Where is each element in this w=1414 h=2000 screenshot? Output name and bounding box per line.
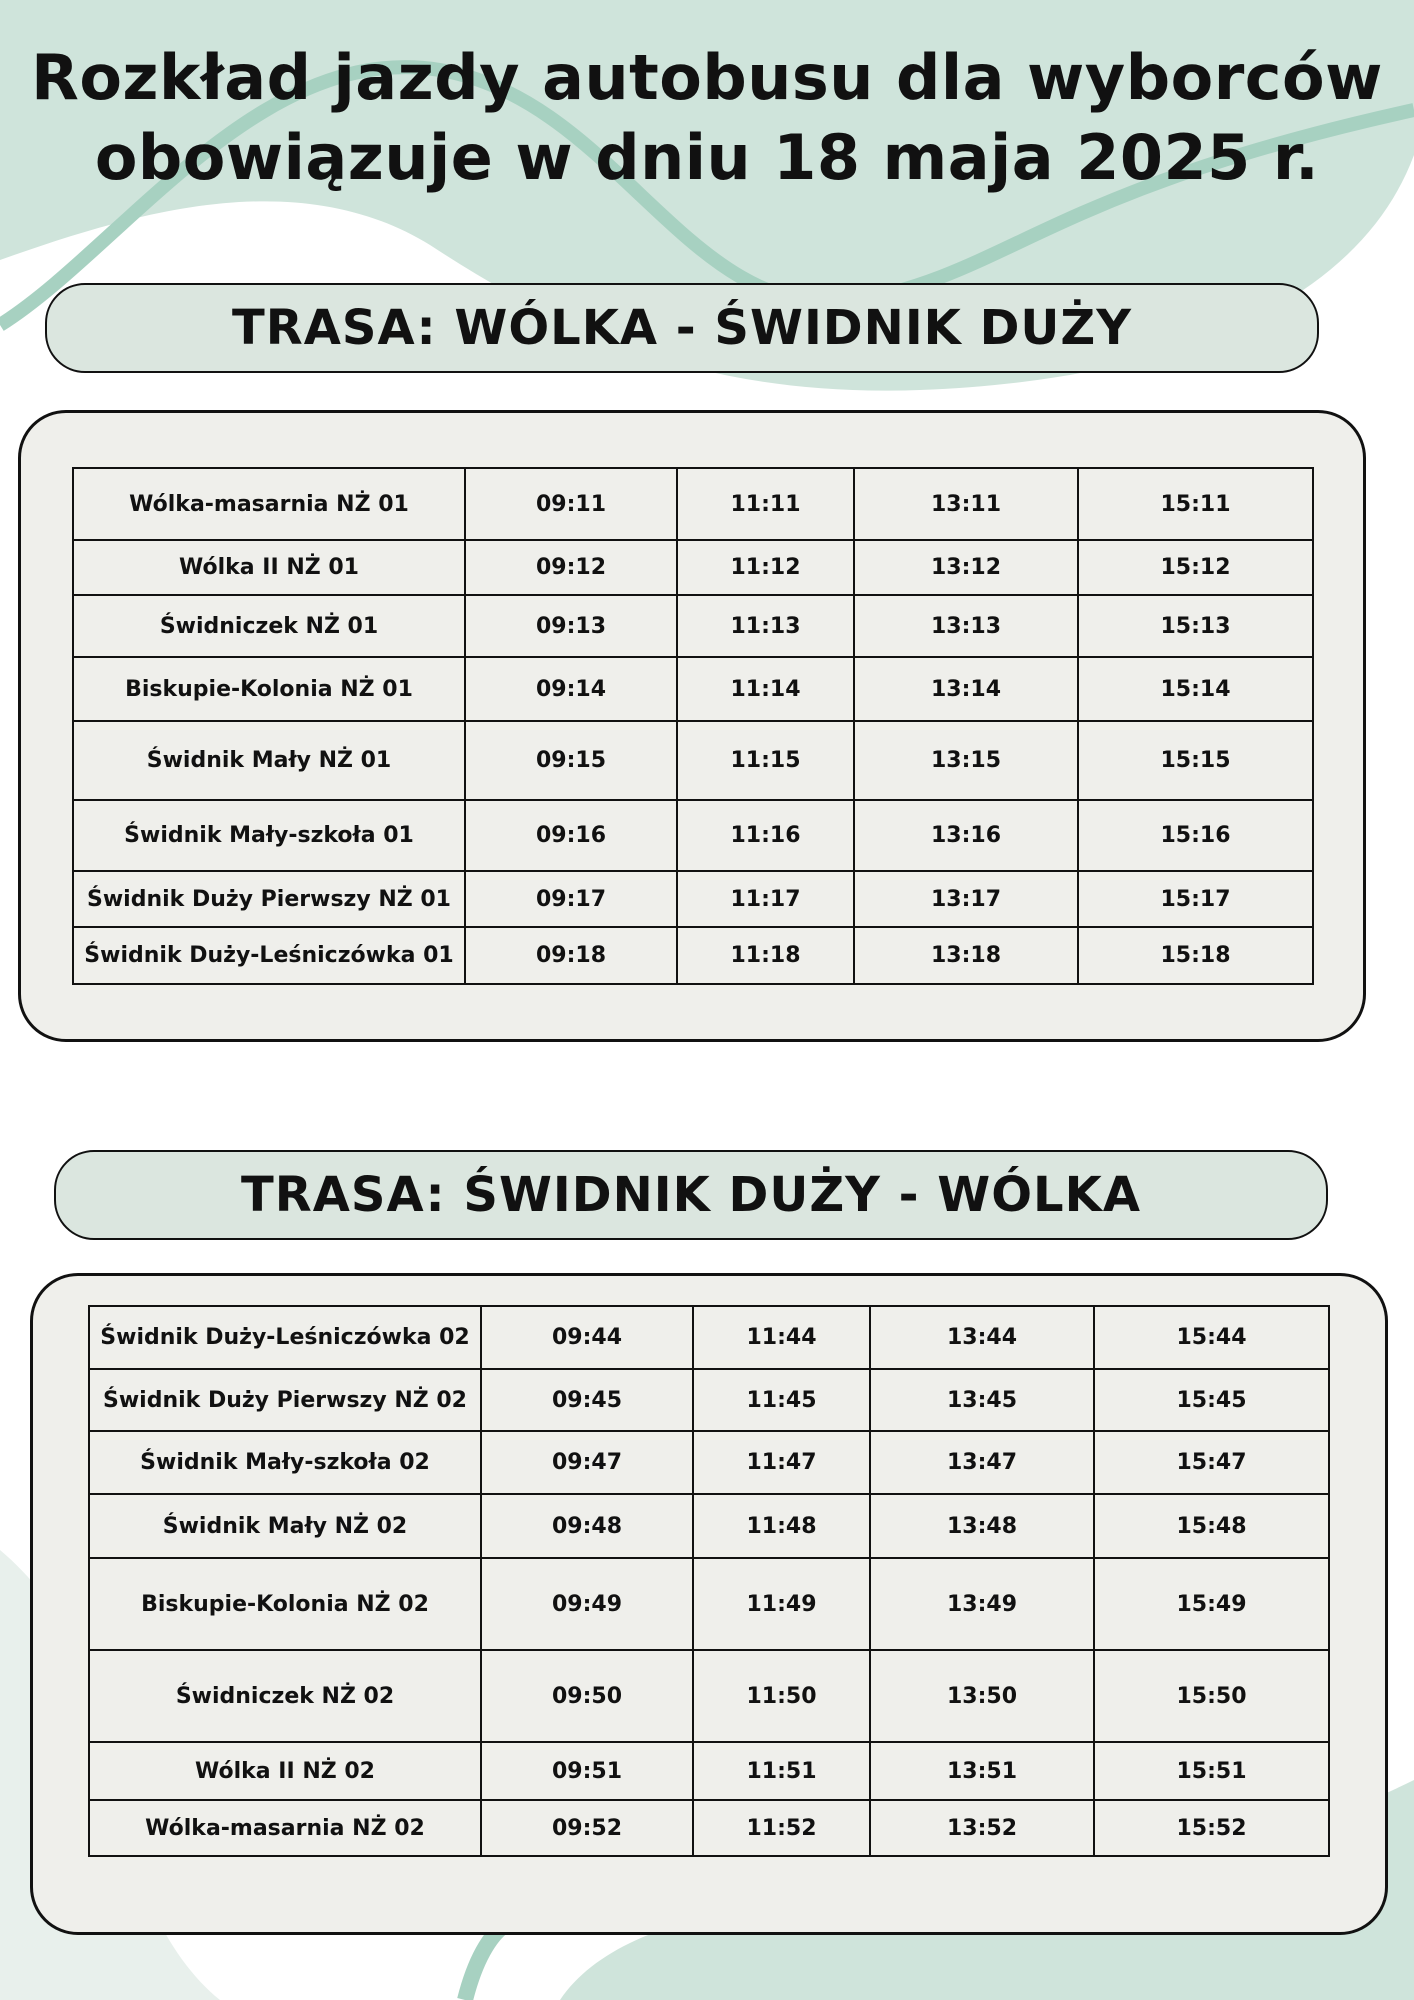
route-banner-2: TRASA: ŚWIDNIK DUŻY - WÓLKA: [54, 1150, 1328, 1240]
time-cell: 11:47: [693, 1431, 870, 1494]
time-cell: 09:13: [465, 595, 677, 657]
time-cell: 15:13: [1078, 595, 1313, 657]
page-title-line-2: obowiązuje w dniu 18 maja 2025 r.: [94, 121, 1320, 194]
time-cell: 09:17: [465, 871, 677, 927]
time-cell: 13:44: [870, 1306, 1094, 1369]
stop-name-cell: Świdnik Duży-Leśniczówka 01: [73, 927, 465, 984]
stop-name-cell: Świdnik Mały NŻ 02: [89, 1494, 481, 1558]
timetable-frame-1: [18, 410, 1366, 1042]
time-cell: 09:48: [481, 1494, 693, 1558]
time-cell: 09:15: [465, 721, 677, 800]
time-cell: 09:14: [465, 657, 677, 721]
time-cell: 09:12: [465, 540, 677, 595]
time-cell: 09:50: [481, 1650, 693, 1742]
time-cell: 11:14: [677, 657, 854, 721]
table-row: [89, 1431, 1329, 1494]
table-row: [73, 468, 1313, 540]
time-cell: 11:51: [693, 1742, 870, 1800]
time-cell: 09:52: [481, 1800, 693, 1856]
time-cell: 09:11: [465, 468, 677, 540]
time-cell: 15:52: [1094, 1800, 1329, 1856]
time-cell: 11:11: [677, 468, 854, 540]
time-cell: 11:12: [677, 540, 854, 595]
time-cell: 11:49: [693, 1558, 870, 1650]
stop-name-cell: Wólka II NŻ 01: [73, 540, 465, 595]
time-cell: 13:13: [854, 595, 1078, 657]
time-cell: 09:49: [481, 1558, 693, 1650]
table-row: [89, 1742, 1329, 1800]
timetable-frame-2: [30, 1273, 1388, 1935]
time-cell: 15:51: [1094, 1742, 1329, 1800]
time-cell: 15:14: [1078, 657, 1313, 721]
time-cell: 11:52: [693, 1800, 870, 1856]
time-cell: 15:44: [1094, 1306, 1329, 1369]
table-row: [73, 927, 1313, 984]
table-row: [73, 871, 1313, 927]
time-cell: 09:18: [465, 927, 677, 984]
time-cell: 13:49: [870, 1558, 1094, 1650]
time-cell: 15:45: [1094, 1369, 1329, 1431]
table-row: [89, 1369, 1329, 1431]
stop-name-cell: Świdniczek NŻ 02: [89, 1650, 481, 1742]
time-cell: 13:18: [854, 927, 1078, 984]
time-cell: 15:11: [1078, 468, 1313, 540]
table-row: [73, 657, 1313, 721]
time-cell: 11:15: [677, 721, 854, 800]
table-row: [73, 800, 1313, 871]
time-cell: 13:45: [870, 1369, 1094, 1431]
time-cell: 13:15: [854, 721, 1078, 800]
time-cell: 13:48: [870, 1494, 1094, 1558]
time-cell: 11:45: [693, 1369, 870, 1431]
time-cell: 13:12: [854, 540, 1078, 595]
timetable-1: [72, 467, 1314, 985]
stop-name-cell: Biskupie-Kolonia NŻ 01: [73, 657, 465, 721]
stop-name-cell: Świdniczek NŻ 01: [73, 595, 465, 657]
page-title-line-1: Rozkład jazdy autobusu dla wyborców: [31, 41, 1383, 114]
time-cell: 09:44: [481, 1306, 693, 1369]
time-cell: 13:52: [870, 1800, 1094, 1856]
time-cell: 11:17: [677, 871, 854, 927]
timetable-2: [88, 1305, 1330, 1857]
time-cell: 13:51: [870, 1742, 1094, 1800]
stop-name-cell: Biskupie-Kolonia NŻ 02: [89, 1558, 481, 1650]
table-row: [89, 1306, 1329, 1369]
time-cell: 15:12: [1078, 540, 1313, 595]
time-cell: 15:15: [1078, 721, 1313, 800]
time-cell: 09:45: [481, 1369, 693, 1431]
time-cell: 13:50: [870, 1650, 1094, 1742]
time-cell: 15:48: [1094, 1494, 1329, 1558]
stop-name-cell: Świdnik Mały NŻ 01: [73, 721, 465, 800]
time-cell: 13:11: [854, 468, 1078, 540]
time-cell: 15:50: [1094, 1650, 1329, 1742]
time-cell: 11:18: [677, 927, 854, 984]
time-cell: 09:47: [481, 1431, 693, 1494]
time-cell: 09:16: [465, 800, 677, 871]
time-cell: 15:47: [1094, 1431, 1329, 1494]
stop-name-cell: Świdnik Mały-szkoła 01: [73, 800, 465, 871]
route-banner-1: TRASA: WÓLKA - ŚWIDNIK DUŻY: [45, 283, 1319, 373]
table-row: [89, 1558, 1329, 1650]
table-row: [73, 721, 1313, 800]
time-cell: 13:47: [870, 1431, 1094, 1494]
time-cell: 11:16: [677, 800, 854, 871]
stop-name-cell: Świdnik Duży Pierwszy NŻ 02: [89, 1369, 481, 1431]
table-row: [89, 1650, 1329, 1742]
time-cell: 13:16: [854, 800, 1078, 871]
time-cell: 15:17: [1078, 871, 1313, 927]
stop-name-cell: Świdnik Duży Pierwszy NŻ 01: [73, 871, 465, 927]
table-row: [73, 595, 1313, 657]
stop-name-cell: Świdnik Duży-Leśniczówka 02: [89, 1306, 481, 1369]
time-cell: 11:50: [693, 1650, 870, 1742]
stop-name-cell: Wólka II NŻ 02: [89, 1742, 481, 1800]
time-cell: 13:17: [854, 871, 1078, 927]
time-cell: 15:18: [1078, 927, 1313, 984]
background-ribbon-bottom: [465, 1925, 505, 2000]
table-row: [89, 1494, 1329, 1558]
stop-name-cell: Wólka-masarnia NŻ 02: [89, 1800, 481, 1856]
time-cell: 15:16: [1078, 800, 1313, 871]
time-cell: 13:14: [854, 657, 1078, 721]
time-cell: 11:13: [677, 595, 854, 657]
stop-name-cell: Wólka-masarnia NŻ 01: [73, 468, 465, 540]
time-cell: 11:48: [693, 1494, 870, 1558]
table-row: [89, 1800, 1329, 1856]
page-title: [0, 38, 1414, 198]
table-row: [73, 540, 1313, 595]
stop-name-cell: Świdnik Mały-szkoła 02: [89, 1431, 481, 1494]
time-cell: 15:49: [1094, 1558, 1329, 1650]
time-cell: 09:51: [481, 1742, 693, 1800]
time-cell: 11:44: [693, 1306, 870, 1369]
